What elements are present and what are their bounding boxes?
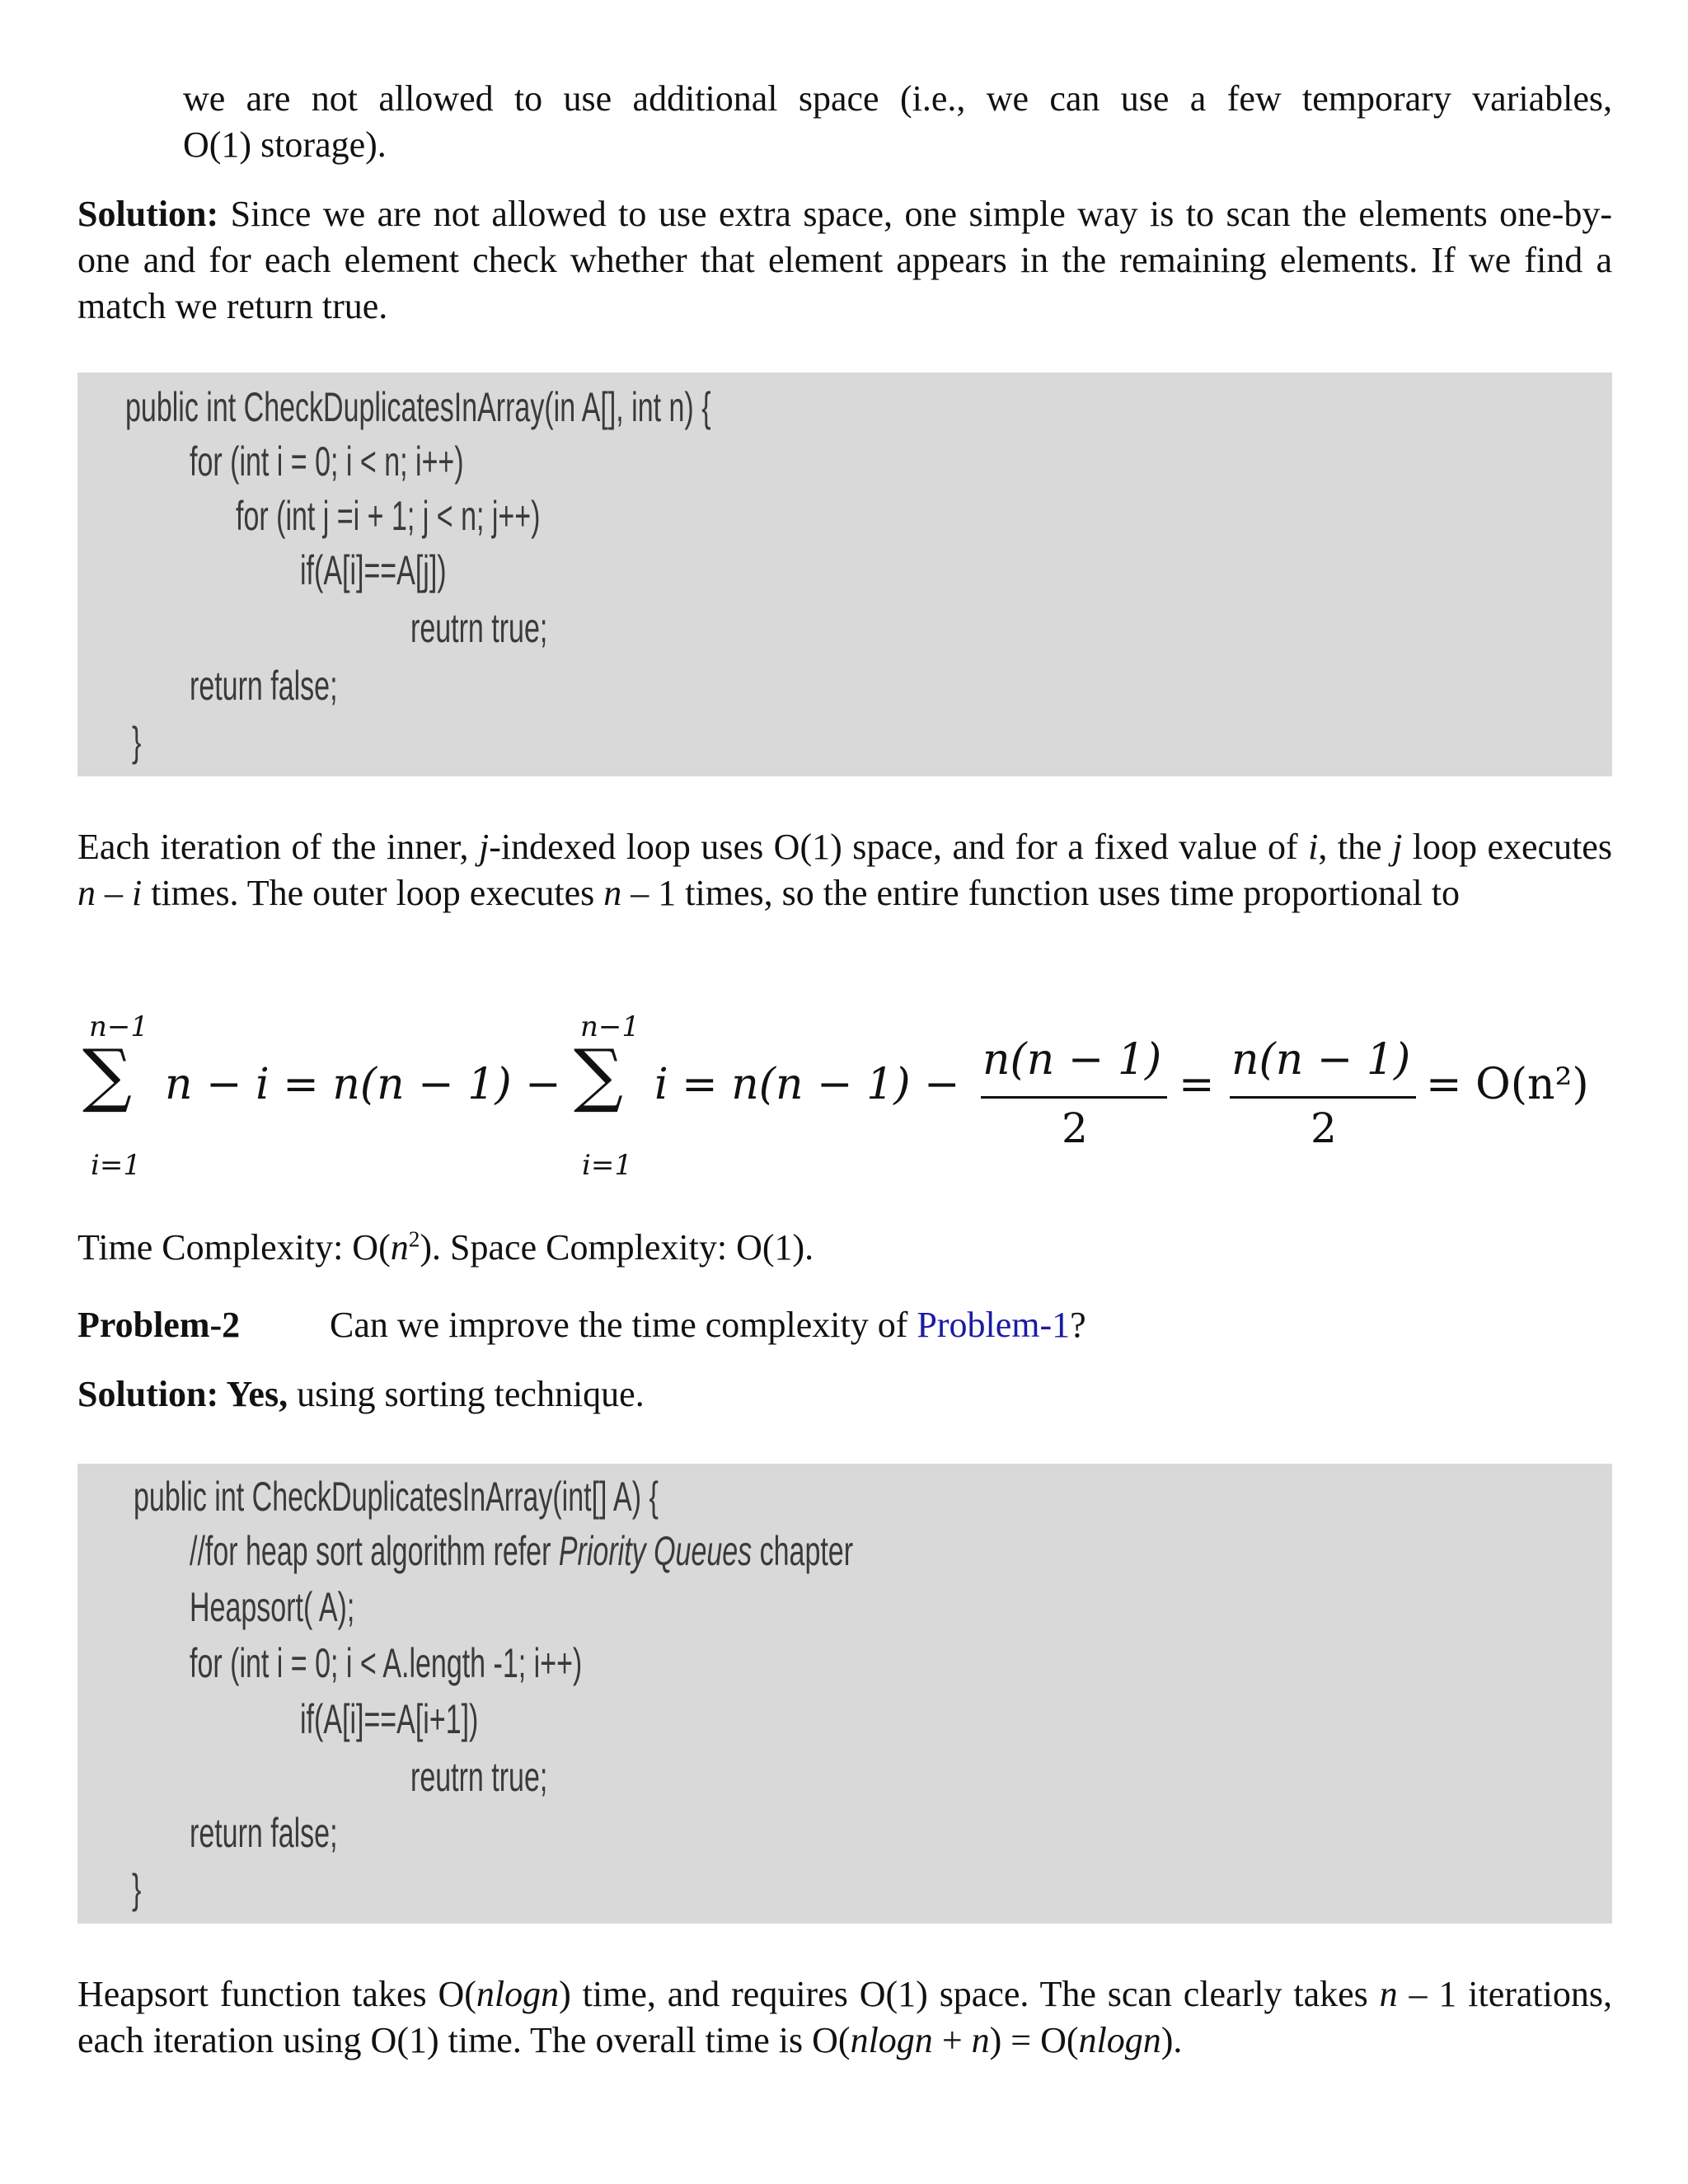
equation-result: = O(n²): [1426, 1060, 1589, 1109]
fraction-2-bar: [1230, 1096, 1416, 1099]
fraction-1-denominator: 2: [1062, 1104, 1088, 1152]
code-line: public int CheckDuplicatesInArray(int[] A) {: [134, 1474, 659, 1520]
code-line: }: [132, 1866, 142, 1912]
sum-1-upper-limit: n−1: [89, 1010, 149, 1043]
equation-term-2: i = n(n − 1) −: [654, 1060, 960, 1109]
text: Heapsort function takes O(: [77, 1974, 476, 2014]
code-line: reutrn true;: [410, 1754, 548, 1800]
math-var: n: [603, 873, 622, 913]
solution-1-paragraph: [77, 191, 1612, 330]
text: ). Space Complexity: O(1).: [420, 1227, 814, 1268]
math-var: n: [77, 873, 96, 913]
math-var: i: [132, 873, 143, 913]
comment-text: chapter: [752, 1528, 854, 1574]
text: –: [96, 873, 132, 913]
code-line: }: [132, 719, 142, 765]
text: ).: [1160, 2020, 1183, 2060]
text: ) = O(: [989, 2020, 1079, 2060]
intro-line-1: we are not allowed to use additional space (i.e., we can use a few temporary variables,: [183, 78, 1612, 119]
solution-1-label: Solution:: [77, 194, 219, 234]
code-line: if(A[i]==A[j]): [300, 547, 447, 593]
heapsort-paragraph: [77, 1971, 1612, 2064]
comment-text: //for heap sort algorithm refer: [190, 1528, 559, 1574]
code-comment-line: [190, 1528, 853, 1574]
math-var: n: [971, 2020, 990, 2060]
text: times. The outer loop executes: [142, 873, 604, 913]
equals-sign: =: [1179, 1060, 1215, 1109]
problem-1-link[interactable]: Problem-1: [917, 1305, 1071, 1345]
solution-2-label: Solution: Yes,: [77, 1374, 288, 1414]
text: – 1 times, so the entire function uses time proportional to: [621, 873, 1460, 913]
math-var: nlogn: [476, 1974, 560, 2014]
code-line: reutrn true;: [410, 605, 548, 651]
fraction-2-numerator: n(n − 1): [1231, 1035, 1411, 1085]
intro-line-2: O(1) storage).: [183, 124, 387, 165]
code-line: for (int i = 0; i < A.length -1; i++): [190, 1640, 583, 1686]
code-block-2: [77, 1464, 1612, 1924]
text: +: [932, 2020, 972, 2060]
exponent: 2: [408, 1226, 420, 1252]
text: , the: [1318, 827, 1393, 867]
fraction-1-numerator: n(n − 1): [982, 1035, 1162, 1085]
comment-chapter-name: Priority Queues: [558, 1528, 753, 1574]
code-line: for (int j =i + 1; j < n; j++): [236, 493, 541, 539]
sum-2-symbol: ∑: [574, 1034, 623, 1115]
text: – 1 iterations, each iteration using O(1) time. The overall time is O(: [77, 1974, 1613, 2060]
text: -indexed loop uses O(1) space, and for a fixed value of: [489, 827, 1309, 867]
math-var: j: [1392, 827, 1403, 867]
code-line: return false;: [190, 1810, 338, 1856]
text: loop executes: [1402, 827, 1612, 867]
text: Can we improve the time complexity of: [330, 1305, 917, 1345]
sum-2-upper-limit: n−1: [580, 1010, 640, 1043]
fraction-1-bar: [981, 1096, 1167, 1099]
math-var: n: [1379, 1974, 1398, 2014]
problem-2-label: Problem-2: [77, 1305, 241, 1345]
sum-2-lower-limit: i=1: [582, 1149, 632, 1182]
code-block-1: [77, 373, 1612, 776]
problem-2-text: [330, 1302, 1086, 1348]
text: Each iteration of the inner,: [77, 827, 480, 867]
sum-1-lower-limit: i=1: [91, 1149, 141, 1182]
code-line: Heapsort( A);: [190, 1584, 355, 1630]
text: ?: [1070, 1305, 1086, 1345]
math-var: n: [390, 1227, 409, 1268]
text: ) time, and requires O(1) space. The scan clearly takes: [559, 1974, 1380, 2014]
code-line: return false;: [190, 663, 338, 709]
solution-1-text: Since we are not allowed to use extra space, one simple way is to scan the elements one-by-one and for each element check whether that element appears in the remaining elements. If we find a match we return true.: [77, 194, 1613, 326]
text: Time Complexity: O(: [77, 1227, 391, 1268]
solution-2-text: using sorting technique.: [288, 1374, 645, 1414]
problem-2-line: [77, 1302, 1612, 1348]
sum-1-symbol: ∑: [82, 1034, 132, 1115]
solution-2-line: [77, 1371, 1612, 1418]
fraction-2-denominator: 2: [1311, 1104, 1337, 1152]
math-var: i: [1308, 827, 1319, 867]
code-line: for (int i = 0; i < n; i++): [190, 438, 464, 485]
math-var: j: [479, 827, 490, 867]
analysis-paragraph: [77, 824, 1612, 916]
complexity-line: [77, 1225, 1612, 1271]
math-var: nlogn: [1078, 2020, 1161, 2060]
code-line: if(A[i]==A[i+1]): [300, 1696, 479, 1742]
math-var: nlogn: [850, 2020, 933, 2060]
code-line: public int CheckDuplicatesInArray(in A[], int n) {: [125, 384, 711, 430]
equation-term-1: n − i = n(n − 1) −: [165, 1060, 561, 1109]
